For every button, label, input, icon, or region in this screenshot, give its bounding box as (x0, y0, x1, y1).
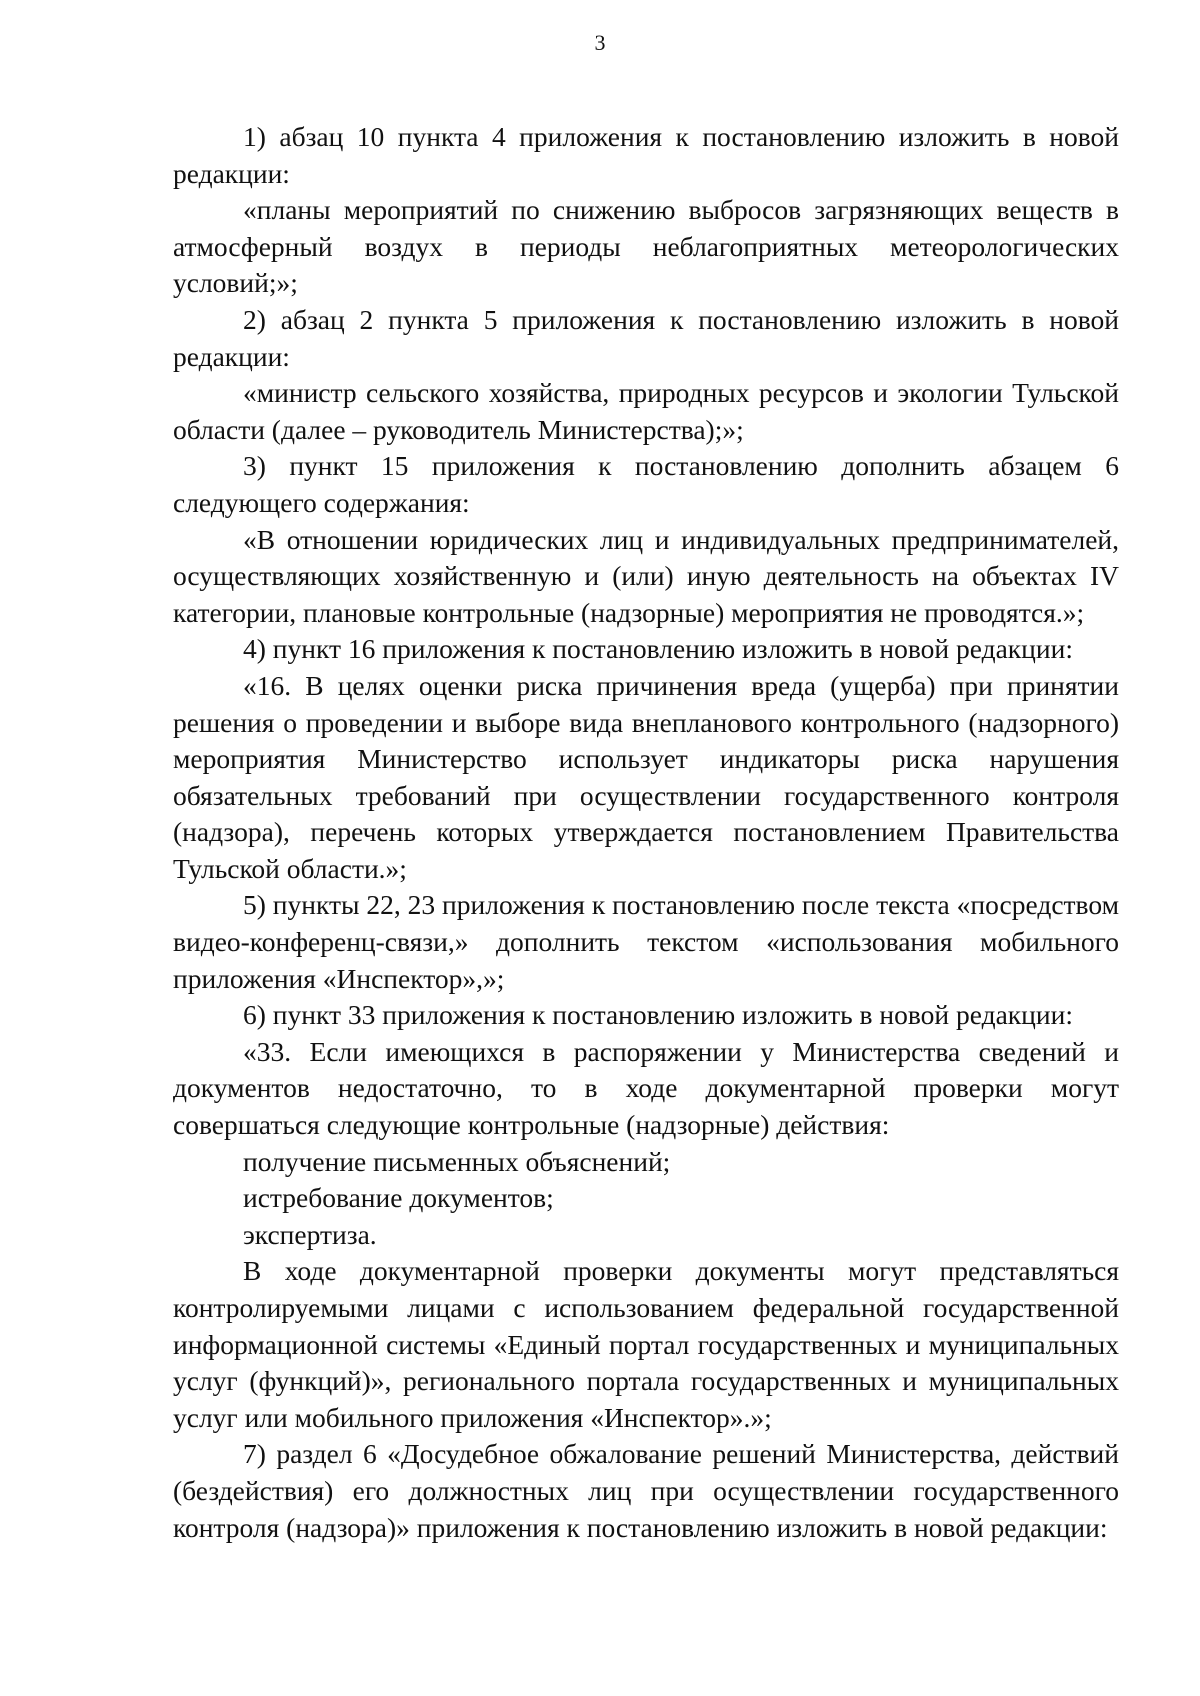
paragraph-amendment-2: 2) абзац 2 пункта 5 приложения к постановлению изложить в новой редакции: (173, 303, 1119, 372)
paragraph-amendment-5: 5) пункты 22, 23 приложения к постановлению после текста «посредством видео-конференц-связи,» дополнить текстом «использования мобильного приложения «Инспектор»,»; (173, 889, 1119, 994)
paragraph-amendment-7: 7) раздел 6 «Досудебное обжалование решений Министерства, действий (бездействия) его должностных лиц при осуществлении государственного контроля (надзора)» приложения к постановлению изложить в новой редакции: (173, 1438, 1119, 1543)
paragraph-documentary-check: В ходе документарной проверки документы могут представляться контролируемыми лицами с использованием федеральной государственной информационной системы «Единый портал государственных и муниципальных услуг (функций)», регионального портала государственных и муниципальных услуг или мобильного приложения «Инспектор».»; (173, 1255, 1119, 1433)
paragraph-quote-3: «В отношении юридических лиц и индивидуальных предпринимателей, осуществляющих хозяйственную и (или) иную деятельность на объектах IV категории, плановые контрольные (надзорные) мероприятия не проводятся.»; (173, 523, 1119, 628)
paragraph-amendment-6: 6) пункт 33 приложения к постановлению изложить в новой редакции: (243, 999, 1073, 1031)
page-number: 3 (594, 30, 606, 55)
paragraph-quote-6: «33. Если имеющихся в распоряжении у Министерства сведений и документов недостаточно, то в ходе документарной проверки могут совершаться следующие контрольные (надзорные) действия: (173, 1035, 1119, 1141)
paragraph-amendment-3: 3) пункт 15 приложения к постановлению дополнить абзацем 6 следующего содержания: (173, 450, 1119, 518)
paragraph-amendment-1: 1) абзац 10 пункта 4 приложения к постановлению изложить в новой редакции: (173, 121, 1119, 189)
paragraph-amendment-4: 4) пункт 16 приложения к постановлению изложить в новой редакции: (243, 633, 1073, 665)
list-item-explanations: получение письменных объяснений; (243, 1145, 671, 1177)
document-body (173, 119, 1119, 1546)
paragraph-quote-1: «планы мероприятий по снижению выбросов загрязняющих веществ в атмосферный воздух в периоды неблагоприятных метеорологических условий;»; (173, 194, 1119, 299)
list-item-documents: истребование документов; (243, 1182, 554, 1214)
paragraph-quote-2: «министр сельского хозяйства, природных ресурсов и экологии Тульской области (далее – руководитель Министерства);»; (173, 377, 1119, 445)
paragraph-quote-4: «16. В целях оценки риска причинения вреда (ущерба) при принятии решения о проведении и выборе вида внепланового контрольного (надзорного) мероприятия Министерство использует индикаторы риска нарушения обязательных требований при осуществлении государственного контроля (надзора), перечень которых утверждается постановлением Правительства Тульской области.»; (173, 669, 1119, 884)
list-item-expertise: экспертиза. (243, 1218, 377, 1250)
